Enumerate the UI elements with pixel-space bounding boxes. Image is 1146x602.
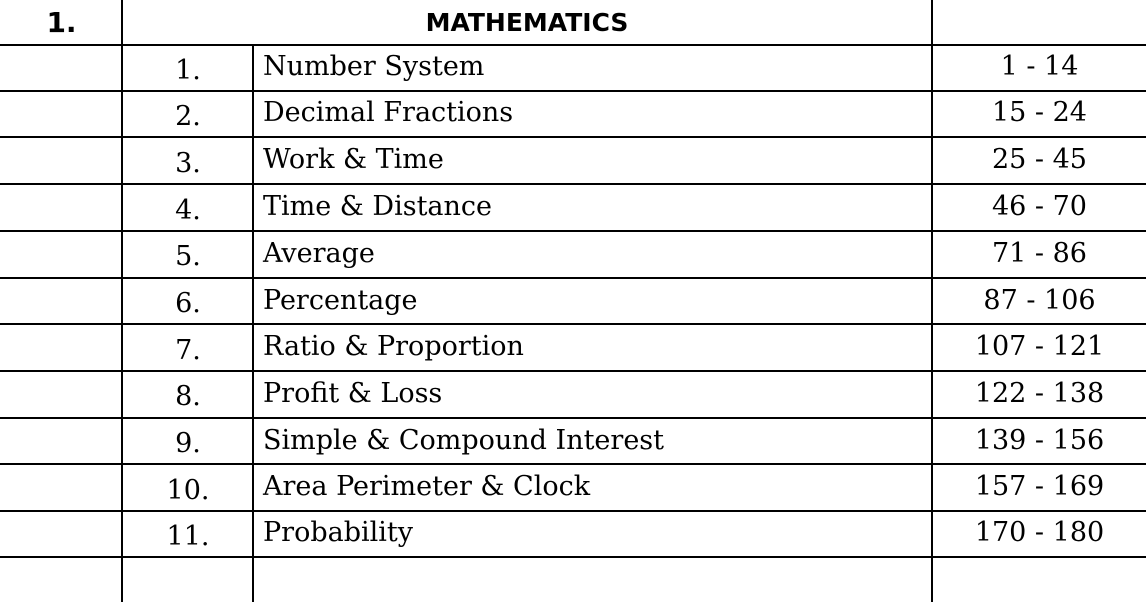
row-number: 1. — [175, 55, 201, 86]
table-rule — [0, 370, 1146, 372]
row-number: 11. — [166, 521, 210, 552]
row-topic: Decimal Fractions — [263, 97, 514, 128]
table-rule — [0, 323, 1146, 325]
table-rule — [0, 556, 1146, 558]
table-rule — [0, 463, 1146, 465]
row-number: 6. — [175, 288, 201, 319]
row-topic: Profit & Loss — [263, 378, 443, 409]
table-rule — [0, 90, 1146, 92]
row-pages: 170 - 180 — [974, 517, 1105, 548]
row-topic: Area Perimeter & Clock — [263, 471, 591, 502]
row-pages: 122 - 138 — [974, 378, 1105, 409]
table-rule — [0, 136, 1146, 138]
row-number: 3. — [175, 148, 201, 179]
row-pages: 15 - 24 — [991, 97, 1087, 128]
row-number: 9. — [175, 428, 201, 459]
row-pages: 1 - 14 — [1000, 51, 1079, 82]
section-title: MATHEMATICS — [425, 8, 629, 37]
row-number: 5. — [175, 241, 201, 272]
row-pages: 157 - 169 — [974, 471, 1105, 502]
row-number: 2. — [175, 101, 201, 132]
row-topic: Number System — [263, 51, 485, 82]
table-rule — [0, 417, 1146, 419]
table-rule — [0, 183, 1146, 185]
table-rule — [0, 510, 1146, 512]
row-topic: Probability — [263, 517, 414, 548]
row-number: 4. — [175, 195, 201, 226]
row-pages: 46 - 70 — [991, 191, 1087, 222]
table-rule — [0, 230, 1146, 232]
row-topic: Percentage — [263, 285, 418, 316]
row-number: 10. — [166, 475, 210, 506]
row-pages: 87 - 106 — [983, 285, 1096, 316]
row-topic: Simple & Compound Interest — [263, 425, 665, 456]
row-number: 8. — [175, 381, 201, 412]
row-pages: 139 - 156 — [974, 425, 1105, 456]
row-topic: Time & Distance — [263, 191, 492, 222]
section-number: 1. — [46, 6, 77, 39]
row-pages: 71 - 86 — [991, 238, 1087, 269]
row-topic: Work & Time — [263, 144, 444, 175]
row-pages: 107 - 121 — [974, 331, 1105, 362]
row-topic: Average — [263, 238, 375, 269]
row-topic: Ratio & Proportion — [263, 331, 524, 362]
row-pages: 25 - 45 — [991, 144, 1087, 175]
table-rule — [0, 277, 1146, 279]
row-number: 7. — [175, 335, 201, 366]
